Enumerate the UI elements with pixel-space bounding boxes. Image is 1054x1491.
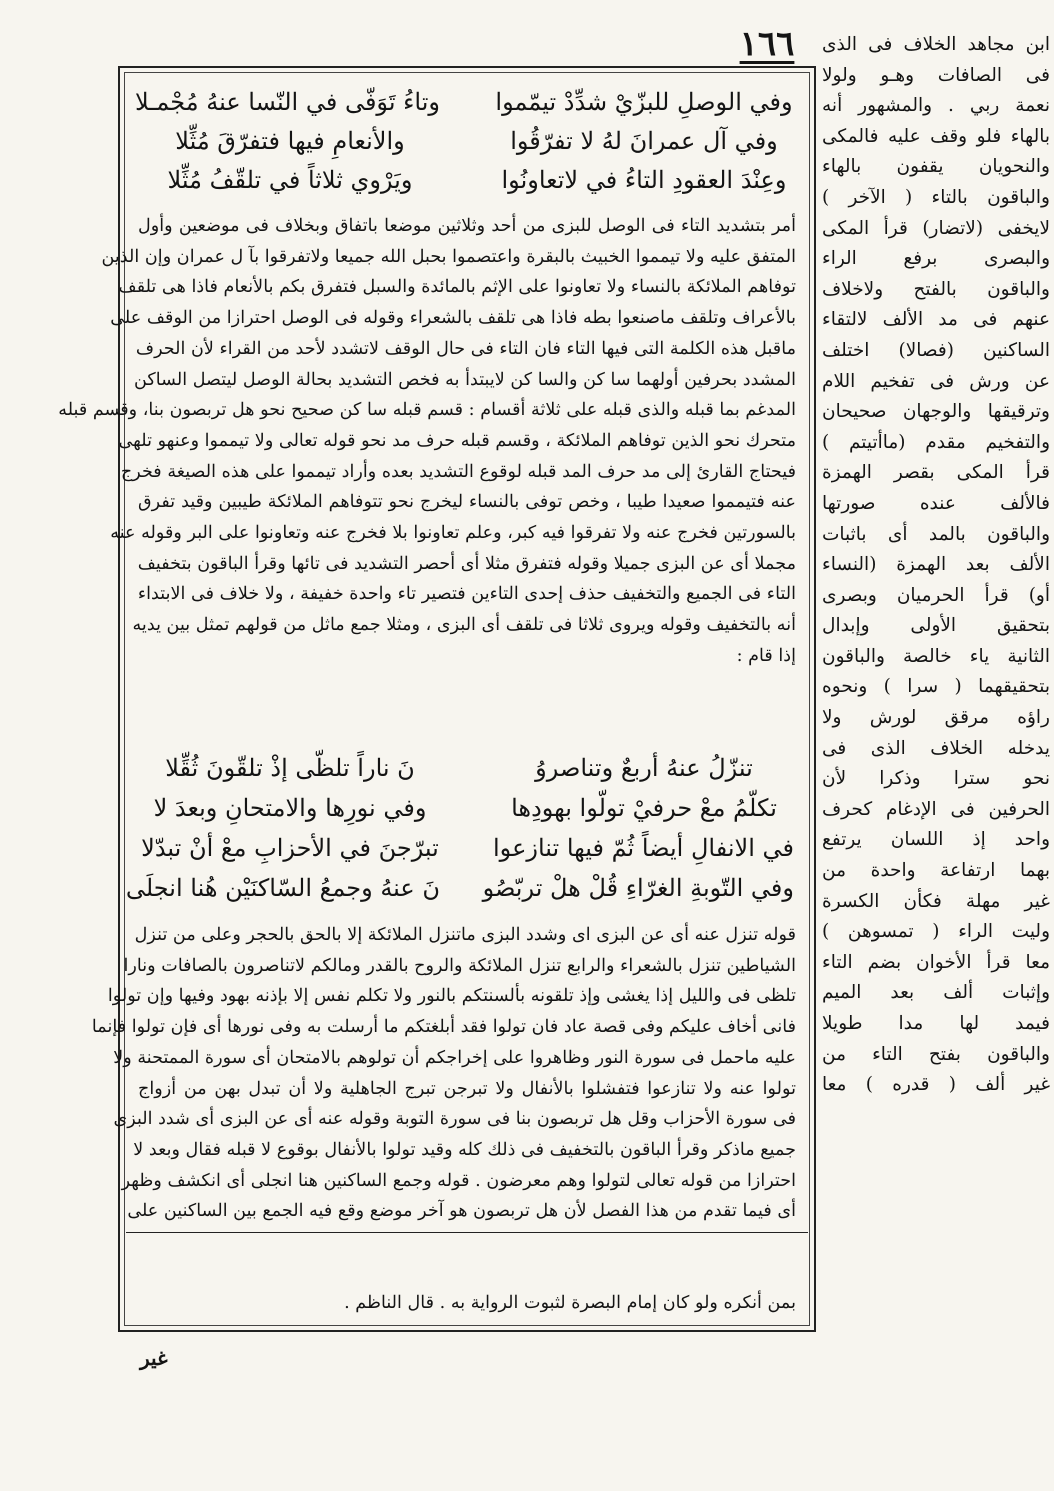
- hemistich-left: ويَرْوي ثلاثاً في تلقّفُ مُثِّلا: [167, 165, 413, 194]
- prose-line: إذا قام :: [736, 645, 796, 666]
- page-number: ١٦٦: [739, 24, 795, 64]
- margin-line: راؤه مرقق لورش ولا: [822, 707, 1050, 729]
- margin-line: فيمد لها مدا طويلا: [822, 1013, 1050, 1034]
- margin-line: وترقيقها والوجهان صحيحان: [822, 401, 1050, 423]
- prose-line: فيحتاج القارئ إلى مد حرف المد قبله لوقوع التشديد بعده وأراد تيمموا على هذه الصيغة فخرج: [120, 461, 796, 482]
- margin-line: يدخله الخلاف الذى فى: [822, 737, 1050, 759]
- prose-line: توفاهم الملائكة بالنساء ولا تعاونوا على الإثم بالمائدة والسبل فتفرق بكم بالأنعام فاذا هى تلقف: [118, 277, 796, 298]
- prose-line: عنه فتيمموا صعيدا طيبا ، وخص توفى بالنساء ليخرج نحو تتوفاهم الملائكة طيبين وقيد تفرق: [138, 492, 796, 513]
- margin-line: ابن مجاهد الخلاف فى الذى: [822, 34, 1050, 55]
- margin-line: والبصرى برفع الراء: [822, 248, 1050, 270]
- hemistich-left: نَ عنهُ وجمعُ السّاكنَيْن هُنا انجلَى: [125, 874, 440, 902]
- margin-line: الألف بعد الهمزة (النساء: [822, 554, 1050, 576]
- margin-line: قرأ المكى بقصر الهمزة: [822, 462, 1050, 484]
- margin-line: والباقون بالتاء ( الآخر ): [822, 186, 1050, 208]
- verse-row: [126, 121, 808, 160]
- margin-line: والباقون بالمد أى باثبات: [822, 523, 1050, 545]
- hemistich-left: نَ ناراً تلظّى إذْ تلقّونَ ثُقِّلا: [165, 754, 415, 782]
- hemistich-right: في الانفالِ أيضاً ثُمّ فيها تنازعوا: [493, 834, 794, 862]
- margin-line: والباقون بفتح التاء من: [822, 1043, 1050, 1065]
- prose-line: جميع ماذكر وقرأ الباقون بالتخفيف فى ذلك كله وقيد تولوا بالأنفال بوقوع لا قبله فقال وبعد لا: [133, 1139, 796, 1160]
- margin-line: الحرفين فى الإدغام كحرف: [822, 798, 1050, 820]
- margin-line: نعمة ربي . والمشهور أنه: [822, 95, 1050, 117]
- prose-line: بمن أنكره ولو كان إمام البصرة لثبوت الرواية به . قال الناظم .: [344, 1293, 796, 1313]
- verse-row: [126, 82, 808, 121]
- margin-line: فالألف عنده صورتها: [822, 492, 1050, 514]
- margin-line: أو) قرأ الحرميان وبصرى: [822, 584, 1050, 606]
- margin-line: والنحويان يقفون بالهاء: [822, 156, 1050, 178]
- margin-line: والتفخيم مقدم (ماأتيتم ): [822, 431, 1050, 453]
- margin-line: بتحقيقهما ( سرا ) ونحوه: [822, 676, 1050, 698]
- margin-line: غير مهلة فكأن الكسرة: [822, 890, 1050, 912]
- verse-block-top: [126, 82, 808, 199]
- prose-line: تولوا عنه ولا تنازعوا فتفشلوا بالأنفال ولا تبرجن تبرج الجاهلية ولا أن تبدل بهن من أزواج: [138, 1078, 796, 1099]
- margin-line: واحد إذ اللسان يرتفع: [822, 829, 1050, 851]
- prose-line: بالأعراف وتلقف ماصنعوا بطه فاذا هى تلقف بالشعراء وقوله فى الوصل احترازا من الوقف على: [110, 308, 796, 329]
- verse-row: [126, 748, 808, 788]
- verse-block-middle: [126, 748, 808, 908]
- verse-row: [126, 788, 808, 828]
- margin-line: الثانية ياء خالصة والباقون: [822, 645, 1050, 667]
- margin-line: الساكنين (فصالا) اختلف: [822, 339, 1050, 361]
- hemistich-right: تكلّمُ معْ حرفيْ تولّوا بهودِها: [511, 794, 777, 822]
- catchword: غير: [140, 1346, 168, 1370]
- margin-line: فى الصافات وهـو ولولا: [822, 64, 1050, 86]
- margin-line: بالهاء فلو وقف عليه فالمكى: [822, 125, 1050, 147]
- prose-line: فانى أخاف عليكم وفى قصة عاد فان تولوا فقد أبلغتكم ما أرسلت به وفى نورها أى فإن تولوا فإنما: [91, 1017, 796, 1038]
- margin-line: وليت الراء ( تمسوهن ): [822, 921, 1050, 943]
- verse-row: [126, 828, 808, 868]
- commentary-bottom: [91, 920, 808, 1227]
- prose-line: قوله تنزل عنه أى عن البزى اى وشدد البزى ماتنزل الملائكة إلا بالحق بالحجر وعلى من تنزل: [134, 925, 796, 945]
- verse-row: [126, 160, 808, 199]
- margin-line: لايخفى (لاتضار) قرأ المكى: [822, 217, 1050, 239]
- margin-line: بهما ارتفاعة واحدة من: [822, 860, 1050, 882]
- hemistich-right: وفي آل عمرانَ لهُ لا تفرّقُوا: [510, 126, 778, 155]
- margin-line: عنهم فى مد الألف لالتقاء: [822, 309, 1050, 331]
- hemistich-right: وفي الوصلِ للبزّيْ شدِّدْ تيمّموا: [495, 87, 793, 116]
- prose-line: بالسورتين فخرج عنه ولا تفرقوا فيه كبر، وعلم تعاونوا بلا فخرج عنه وتعاونوا على البر وقوله عنه: [110, 523, 796, 544]
- margin-line: غير ألف ( قدره ) معا: [822, 1074, 1050, 1096]
- margin-line: عن ورش فى تفخيم اللام: [822, 370, 1050, 392]
- prose-line: أنه بالتخفيف وقوله ويروى ثلاثا فى تلقف أى البزى ، ومثلا جمع ماثل من قولهم تمثل بين يديه: [132, 615, 796, 636]
- hemistich-left: وفي نورِها والامتحانِ وبعدَ لا: [153, 794, 427, 822]
- margin-line: بتحقيق الأولى وإبدال: [822, 615, 1050, 637]
- margin-line: نحو سترا وذكرا لأن: [822, 768, 1050, 790]
- hemistich-left: وتاءُ تَوَفّى في النّسا عنهُ مُجْمـلا: [135, 87, 440, 116]
- footnote-text: [126, 1288, 808, 1319]
- prose-line: أمر بتشديد التاء فى الوصل للبزى من أحد وثلاثين موضعا باتفاق وبخلاف فى موضعين وأول: [138, 216, 796, 236]
- hemistich-left: تبرّجنَ في الأحزابِ معْ أنْ تبدّلا: [141, 834, 439, 862]
- hemistich-right: وعِنْدَ العقودِ التاءُ في لاتعاونُوا: [501, 165, 787, 194]
- commentary-top: [58, 211, 808, 672]
- prose-line: ماقبل هذه الكلمة التى فيها التاء فان التاء فى حال الوقف لاتشدد لأحد من القراء لأن الحرف: [135, 338, 796, 359]
- prose-line: احترازا من قوله تعالى لتولوا وهم معرضون . قوله وجمع الساكنين هنا انجلى أى انكشف وظهر: [121, 1170, 796, 1191]
- footnote-divider: [126, 1232, 808, 1233]
- margin-line: وإثبات ألف بعد الميم: [822, 982, 1050, 1004]
- hemistich-right: وفي التّوبةِ الغرّاءِ قُلْ هلْ تربّصُو: [482, 874, 794, 902]
- prose-line: فى سورة الأحزاب وقل هل تربصون بنا فى سورة التوبة وقوله عنه أى عن البزى أى شدد البزى: [113, 1109, 796, 1130]
- prose-line: التاء فى الجميع والتخفيف حذف إحدى التاءين فتصير تاء واحدة خفيفة ، ولا خلاف فى الابتداء: [137, 584, 796, 605]
- margin-line: والباقون بالفتح ولاخلاف: [822, 278, 1050, 300]
- prose-line: المشدد بحرفين أولهما سا كن والسا كن لايبتدأ به فخص التشديد بحالة الوصل ليتصل الساكن: [134, 369, 796, 390]
- margin-commentary: [822, 30, 1050, 1340]
- prose-line: الشياطين تنزل بالشعراء والرابع تنزل الملائكة والروح بالقدر ومالكم لاتناصرون بالصافات ونارا: [123, 955, 796, 976]
- prose-line: مجملا أى عن البزى جميلا وقوله فتفرق مثلا أى أحصر التشديد فى تائها وقرأ الباقون بتخفيف: [137, 553, 796, 574]
- prose-line: عليه ماحمل فى سورة النور وظاهروا على إخراجكم أن تولوهم بالامتحان أى سورة الممتحنة ولا: [113, 1047, 796, 1068]
- prose-line: المدغم بما قبله والذى قبله على ثلاثة أقسام : قسم قبله سا كن صحيح نحو هل تربصون بنا، وقسم قبله: [58, 400, 796, 421]
- margin-line: معا قرأ الأخوان بضم التاء: [822, 951, 1050, 973]
- prose-line: أى فيما تقدم من هذا الفصل لأن هل تربصون هو آخر موضع وقع فيه الجمع بين الساكنين على: [127, 1201, 796, 1222]
- prose-line: المتفق عليه ولا تيمموا الخبيث بالبقرة واعتصموا بحبل الله جميعا ولاتفرقوا بآ ل عمران وإن الذين: [101, 246, 796, 267]
- hemistich-left: والأنعامِ فيها فتفرّقَ مُثِّلا: [175, 126, 405, 155]
- prose-line: متحرك نحو الذين توفاهم الملائكة ، وقسم قبله حرف مد نحو قوله تعالى ولا تيمموا وعنهو تلهى: [118, 430, 796, 451]
- hemistich-right: تنزّلُ عنهُ أربعٌ وتناصروُ: [535, 754, 753, 782]
- verse-row: [126, 868, 808, 908]
- prose-line: تلظى فى والليل إذا يغشى وإذ تلقونه بألسنتكم بالنور ولا تكلم نفس إلا بإذنه بهود وفيها وإن تولوا: [107, 986, 796, 1007]
